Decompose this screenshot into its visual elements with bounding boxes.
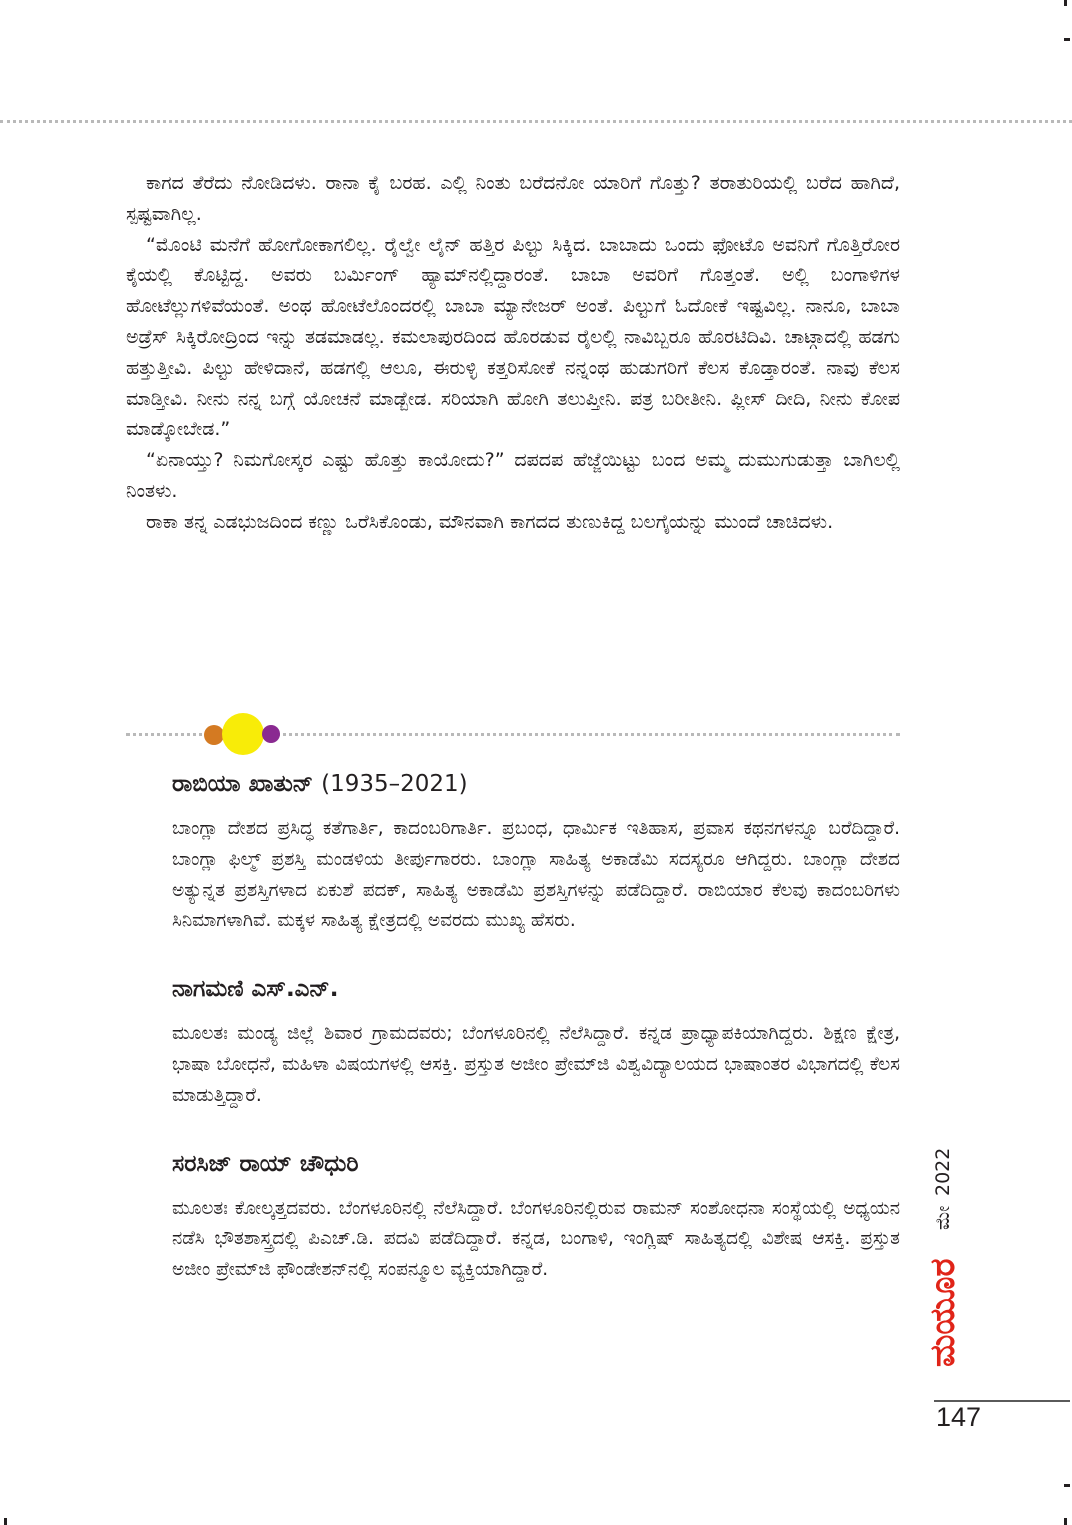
bio-text: ಬಾಂಗ್ಲಾ ದೇಶದ ಪ್ರಸಿದ್ಧ ಕತೆಗಾರ್ತಿ, ಕಾದಂಬರಿಗಾರ್ತಿ. ಪ್ರಬಂಧ, ಧಾರ್ಮಿಕ ಇತಿಹಾಸ, ಪ್ರವಾಸ ಕಥನಗಳನ್ನೂ ಬರೆದಿದ್ದಾರೆ. ಬಾಂಗ್ಲಾ ಫಿಲ್ಮ್ ಪ್ರಶಸ್ತಿ ಮಂಡಳಿಯ ತೀರ್ಪುಗಾರರು. ಬಾಂಗ್ಲಾ ಸಾಹಿತ್ಯ ಅಕಾಡೆಮಿ ಸದಸ್ಯರೂ ಆಗಿದ್ದರು. ಬಾಂಗ್ಲಾ ದೇಶದ ಅತ್ಯುನ್ನತ ಪ್ರಶಸ್ತಿಗಳಾದ ಏಕುಶೆ ಪದಕ್, ಸಾಹಿತ್ಯ ಅಕಾಡೆಮಿ ಪ್ರಶಸ್ತಿಗಳನ್ನು ಪಡೆದಿದ್ದಾರೆ. ರಾಬಿಯಾರ ಕೆಲವು ಕಾದಂಬರಿಗಳು ಸಿನಿಮಾಗಳಾಗಿವೆ. ಮಕ್ಕಳ ಸಾಹಿತ್ಯ ಕ್ಷೇತ್ರದಲ್ಲಿ ಅವರದು ಮುಖ್ಯ ಹೆಸರು. — [172, 818, 900, 932]
orange-dot-ornament — [204, 725, 224, 745]
bio-name-text: ನಾಗಮಣಿ ಎಸ್.ಎನ್. — [172, 976, 339, 1003]
crop-mark-bottom-left — [4, 1518, 7, 1525]
bio-name — [172, 1146, 900, 1182]
bio-name-text: ರಾಬಿಯಾ ಖಾತುನ್ — [172, 771, 314, 797]
issue-month: ಮೇ — [932, 1205, 954, 1230]
page-number: 147 — [936, 1402, 982, 1432]
bio-text: ಮೂಲತಃ ಮಂಡ್ಯ ಜಿಲ್ಲೆ ಶಿವಾರ ಗ್ರಾಮದವರು; ಬೆಂಗಳೂರಿನಲ್ಲಿ ನೆಲೆಸಿದ್ದಾರೆ. ಕನ್ನಡ ಪ್ರಾಧ್ಯಾಪಕಿಯಾಗಿದ್ದರು. ಶಿಕ್ಷಣ ಕ್ಷೇತ್ರ, ಭಾಷಾ ಬೋಧನೆ, ಮಹಿಳಾ ವಿಷಯಗಳಲ್ಲಿ ಆಸಕ್ತಿ. ಪ್ರಸ್ತುತ ಅಜೀಂ ಪ್ರೇಮ್‌ಜಿ ವಿಶ್ವವಿದ್ಯಾಲಯದ ಭಾಷಾಂತರ ವಿಭಾಗದಲ್ಲಿ ಕೆಲಸ ಮಾಡುತ್ತಿದ್ದಾರೆ. — [172, 1023, 900, 1106]
magazine-title: ಮಯೂರ — [923, 1258, 963, 1367]
bio-illustrator — [172, 1146, 900, 1286]
story-paragraph: ಕಾಗದ ತೆರೆದು ನೋಡಿದಳು. ರಾನಾ ಕೈ ಬರಹ. ಎಲ್ಲಿ ನಿಂತು ಬರೆದನೋ ಯಾರಿಗೆ ಗೊತ್ತು? ತರಾತುರಿಯಲ್ಲಿ ಬರೆದ ಹಾಗಿದೆ, ಸ್ಪಷ್ಟವಾಗಿಲ್ಲ. — [126, 172, 900, 225]
crop-mark-right-upper — [1064, 38, 1070, 41]
bio-text: ಮೂಲತಃ ಕೋಲ್ಕತ್ತದವರು. ಬೆಂಗಳೂರಿನಲ್ಲಿ ನೆಲೆಸಿದ್ದಾರೆ. ಬೆಂಗಳೂರಿನಲ್ಲಿರುವ ರಾಮನ್ ಸಂಶೋಧನಾ ಸಂಸ್ಥೆಯಲ್ಲಿ ಅಧ್ಯಯನ ನಡೆಸಿ ಭೌತಶಾಸ್ತ್ರದಲ್ಲಿ ಪಿಎಚ್.ಡಿ. ಪದವಿ ಪಡೆದಿದ್ದಾರೆ. ಕನ್ನಡ, ಬಂಗಾಳಿ, ಇಂಗ್ಲಿಷ್ ಸಾಹಿತ್ಯದಲ್ಲಿ ವಿಶೇಷ ಆಸಕ್ತಿ. ಪ್ರಸ್ತುತ ಅಜೀಂ ಪ್ರೇಮ್‌ಜಿ ಫೌಂಡೇಶನ್‌ನಲ್ಲಿ ಸಂಪನ್ಮೂಲ ವ್ಯಕ್ತಿಯಾಗಿದ್ದಾರೆ. — [172, 1197, 900, 1281]
bio-author — [172, 766, 900, 937]
story-paragraph: “ಮೊಂಟಿ ಮನೆಗೆ ಹೋಗೋಕಾಗಲಿಲ್ಲ. ರೈಲ್ವೇ ಲೈನ್ ಹತ್ತಿರ ಪಿಲ್ಟು ಸಿಕ್ಕಿದ. ಬಾಬಾದು ಒಂದು ಫೋಟೊ ಅವನಿಗೆ ಗೊತ್ತಿರೋರ ಕೈಯಲ್ಲಿ ಕೊಟ್ಟಿದ್ದ. ಅವರು ಬರ್ಮಿಂಗ್ ಹ್ಯಾಮ್‌ನಲ್ಲಿದ್ದಾರಂತೆ. ಬಾಬಾ ಅವರಿಗೆ ಗೊತ್ತಂತೆ. ಅಲ್ಲಿ ಬಂಗಾಳಿಗಳ ಹೋಟೆಲ್ಲುಗಳಿವೆಯಂತೆ. ಅಂಥ ಹೋಟೆಲೊಂದರಲ್ಲಿ ಬಾಬಾ ಮ್ಯಾನೇಜರ್ ಅಂತೆ. ಪಿಲ್ಟುಗೆ ಓದೋಕೆ ಇಷ್ಟವಿಲ್ಲ. ನಾನೂ, ಬಾಬಾ ಅಡ್ರೆಸ್ ಸಿಕ್ಕಿರೋದ್ರಿಂದ ಇನ್ನು ತಡಮಾಡಲ್ಲ. ಕಮಲಾಪುರದಿಂದ ಹೊರಡುವ ರೈಲಲ್ಲಿ ನಾವಿಬ್ಬರೂ ಹೊರಟಿದಿವಿ. ಚಾಟ್ಗಾದಲ್ಲಿ ಹಡಗು ಹತ್ತುತ್ತೀವಿ. ಪಿಲ್ಟು ಹೇಳಿದಾನೆ, ಹಡಗಲ್ಲಿ ಆಲೂ, ಈರುಳ್ಳಿ ಕತ್ತರಿಸೋಕೆ ನನ್ನಂಥ ಹುಡುಗರಿಗೆ ಕೆಲಸ ಕೊಡ್ತಾರಂತೆ. ನಾವು ಕೆಲಸ ಮಾಡ್ತೀವಿ. ನೀನು ನನ್ನ ಬಗ್ಗೆ ಯೋಚನೆ ಮಾಡ್ಬೇಡ. ಸರಿಯಾಗಿ ಹೋಗಿ ತಲುಪ್ತೀನಿ. ಪತ್ರ ಬರೀತೀನಿ. ಪ್ಲೀಸ್ ದೀದಿ, ನೀನು ಕೋಪ ಮಾಡ್ಕೋಬೇಡ.” — [126, 233, 900, 441]
section-divider — [126, 712, 900, 756]
yellow-dot-ornament — [222, 713, 264, 755]
bio-name — [172, 766, 900, 802]
contributor-bios — [172, 766, 900, 1320]
crop-mark-bottom-right — [1064, 1518, 1067, 1525]
crop-mark-right-lower — [1064, 1484, 1070, 1487]
story-paragraph: “ಏನಾಯ್ತು? ನಿಮಗೋಸ್ಕರ ಎಷ್ಟು ಹೊತ್ತು ಕಾಯೋದು?” ದಪದಪ ಹೆಜ್ಜೆಯಿಟ್ಟು ಬಂದ ಅಮ್ಮ ದುಮುಗುಡುತ್ತಾ ಬಾಗಿಲಲ್ಲಿ ನಿಂತಳು. — [126, 449, 900, 502]
bio-name-text: ಸರಸಿಜ್ ರಾಯ್ ಚೌಧುರಿ — [172, 1150, 359, 1177]
purple-dot-ornament — [262, 725, 280, 743]
issue-date — [921, 1120, 965, 1230]
story-text — [126, 168, 900, 538]
bio-name — [172, 971, 900, 1007]
issue-year: 2022 — [932, 1147, 954, 1196]
bio-translator — [172, 971, 900, 1111]
story-paragraph: ರಾಕಾ ತನ್ನ ಎಡಭುಜದಿಂದ ಕಣ್ಣು ಒರೆಸಿಕೊಂಡು, ಮೌನವಾಗಿ ಕಾಗದದ ತುಣುಕಿದ್ದ ಬಲಗೈಯನ್ನು ಮುಂದೆ ಚಾಚಿದಳು. — [146, 510, 834, 533]
crop-mark-top-right — [1064, 0, 1067, 6]
bio-years: (1935–2021) — [321, 771, 468, 797]
top-dotted-rule — [0, 120, 1072, 123]
